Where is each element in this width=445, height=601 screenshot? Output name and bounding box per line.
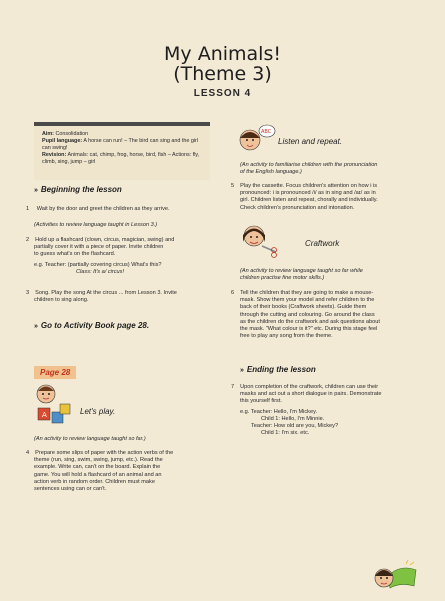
beginning-heading-text: Beginning the lesson: [40, 185, 122, 194]
beginning-heading: [34, 186, 214, 194]
revision-line: [42, 152, 202, 166]
step-text: Tell the children that they are going to make a mouse-: [240, 290, 374, 296]
step-number: 2: [26, 237, 30, 243]
activity-note: (Activities to review language taught in Lesson 3.): [34, 222, 158, 228]
listen-heading: [278, 138, 428, 145]
step-2: [26, 237, 216, 276]
revision-text: Animals: cat, chimp, frog, horse, bird, fish – Actions: fly, climb, sing, jump – girl: [42, 152, 200, 165]
left-column: [34, 186, 214, 194]
step-text: free to play any song from the theme.: [240, 333, 333, 340]
step-text: Wait by the door and greet the children as they arrive.: [36, 206, 170, 212]
svg-text:A: A: [42, 411, 47, 419]
step-number: 1: [26, 206, 30, 212]
page-badge: Page 28: [34, 366, 76, 379]
children-playing-illustration: [34, 382, 74, 426]
step-text: pronounced: i is pronounced /i/ as in sing and /aɪ/ as in: [240, 190, 376, 197]
step-text: Song. Play the song At the circus ... from Lesson 3. Invite: [35, 290, 177, 296]
lets-play-heading: [80, 408, 200, 415]
step-3: [26, 290, 216, 304]
ending-heading-text: Ending the lesson: [246, 365, 316, 374]
activity-note-line: (An activity to familiarise children with the pronunciation: [240, 162, 378, 168]
step-number: 6: [231, 290, 235, 296]
double-arrow-icon: »: [34, 187, 38, 194]
page-title: My Animals!: [164, 43, 281, 65]
dialogue-line: Child 1: I'm six. etc.: [261, 430, 310, 437]
step-text: Upon completion of the craftwork, children can use their: [240, 384, 379, 390]
step-6: [231, 290, 431, 340]
step-5: [231, 183, 431, 212]
step-text: action verb in random order. Children must make: [34, 478, 155, 485]
craftwork-heading-text: Craftwork: [305, 239, 340, 248]
girl-crafting-illustration: [240, 222, 280, 260]
pupil-language-line: [42, 138, 202, 152]
step-text: children to sing along.: [34, 297, 89, 304]
activity-note: [240, 268, 430, 282]
lesson-label: LESSON 4: [193, 88, 252, 99]
page-subtitle: (Theme 3): [173, 63, 272, 85]
ending-heading: [240, 366, 420, 374]
step-text: back of their books (Craftwork sheets). Guide them: [240, 304, 367, 311]
step-text: Prepare some slips of paper with the action verbs of the: [35, 450, 174, 456]
activity-note-line: children practise fine motor skills.): [240, 275, 325, 282]
step-text: to guess what's on the flashcard.: [34, 251, 116, 258]
mascot-illustration: [370, 556, 420, 596]
step-text: girl. Children listen and repeat, chorally and individually.: [240, 197, 378, 204]
aim-line: [42, 131, 202, 138]
step-1: [26, 206, 216, 213]
step-text: Play the cassette. Focus children's attention on how i is: [240, 183, 378, 189]
example-teacher: e.g. Teacher: (partially covering circus) What's this?: [34, 261, 162, 268]
step-4: [26, 450, 216, 493]
pupil-language-text: A horse can run! – The bird can sing and the girl can swing!: [42, 138, 199, 151]
step-text: theme (run, sing, swim, swing, jump, etc.). Read the: [34, 457, 163, 464]
dialogue-line: Child 1: Hello, I'm Minnie.: [261, 415, 325, 422]
step-number: 5: [231, 183, 235, 189]
step-text: this yourself first.: [240, 398, 282, 405]
activity-note: (An activity to review language taught so far.): [34, 436, 146, 442]
double-arrow-icon: »: [34, 323, 38, 330]
step-text: through the cutting and colouring. Go around the class: [240, 311, 375, 318]
dialogue-line: e.g. Teacher: Hello, I'm Mickey.: [240, 408, 318, 415]
step-text: Check children's pronunciation and intonation.: [240, 204, 355, 211]
activity-note: [240, 162, 430, 176]
revision-label: Revision:: [42, 152, 67, 158]
step-number: 4: [26, 450, 30, 456]
step-text: mask. Show them your model and refer children to the: [240, 297, 375, 304]
step-text: partially cover it with a piece of paper. Invite children: [34, 244, 164, 251]
boy-speaking-illustration: [238, 122, 276, 154]
svg-text:ABC: ABC: [261, 129, 272, 135]
example-class: Class: It's a/ circus!: [76, 268, 125, 275]
step-text: example. Write can, can't on the board. Explain the: [34, 464, 161, 471]
activity-note-line: (An activity to review language taught so far while: [240, 268, 363, 274]
goto-heading: [34, 322, 214, 330]
double-arrow-icon: »: [240, 367, 244, 374]
pupil-language-label: Pupil language:: [42, 138, 83, 144]
craftwork-heading: [305, 240, 425, 247]
step-number: 7: [231, 384, 235, 390]
step-text: game. You will hold a flashcard of an animal and an: [34, 471, 162, 478]
step-text: the mask. "What colour is it?" etc. During this stage feel: [240, 326, 378, 333]
goto-heading-text: Go to Activity Book page 28.: [40, 321, 150, 330]
step-text: sentences using can or can't.: [34, 486, 107, 493]
step-number: 3: [26, 290, 30, 296]
listen-heading-text: Listen and repeat.: [278, 137, 343, 146]
aim-box: [34, 122, 210, 180]
aim-label: Aim:: [42, 131, 54, 137]
step-text: masks and act out a short dialogue in pairs. Demonstrate: [240, 391, 382, 398]
aim-text: Consolidation: [55, 131, 89, 137]
lets-play-heading-text: Let's play.: [80, 407, 116, 416]
activity-note-line: of the English language.): [240, 169, 302, 176]
dialogue-line: Teacher: How old are you, Mickey?: [251, 423, 339, 430]
step-text: Hold up a flashcard (clown, circus, magician, swing) and: [35, 237, 175, 243]
step-7: [231, 384, 431, 437]
step-text: as the children do the craftwork and ask questions about: [240, 318, 380, 325]
